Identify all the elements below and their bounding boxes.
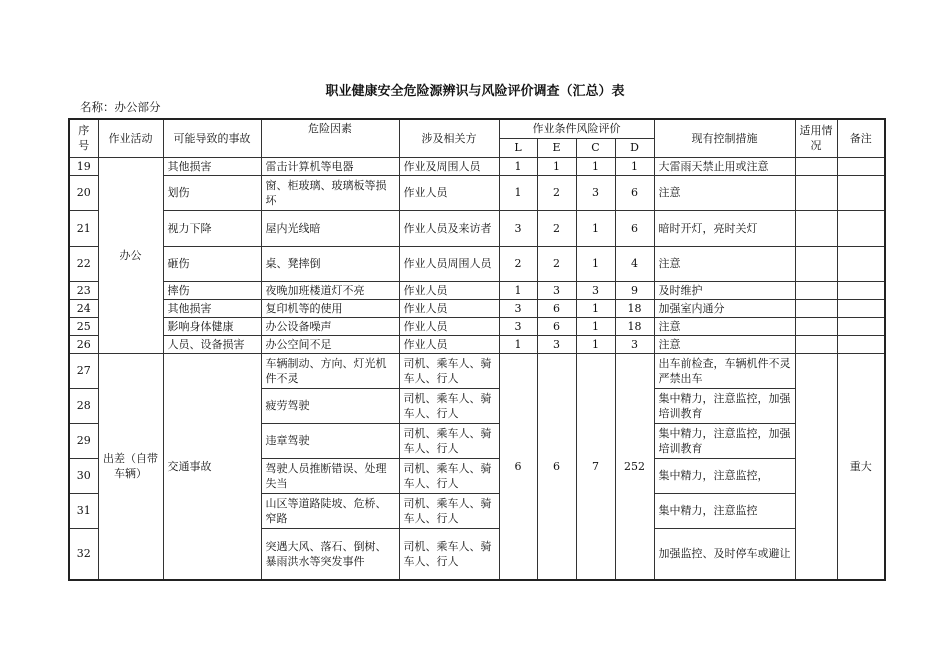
row-no: 31: [69, 493, 98, 528]
row-control: 集中精力，注意监控: [654, 493, 795, 528]
header-hazard: 危险因素: [261, 119, 399, 157]
row-parties: 作业人员: [399, 299, 499, 317]
row-no: 28: [69, 388, 98, 423]
row-hazard: 夜晚加班楼道灯不亮: [261, 281, 399, 299]
row-remark: [837, 299, 885, 317]
row-L: 1: [499, 281, 537, 299]
row-accident: 划伤: [163, 175, 261, 210]
row-remark: [837, 175, 885, 210]
row-D: 6: [615, 175, 654, 210]
row-applicable: [795, 210, 837, 246]
row-control: 集中精力，注意监控，加强培训教育: [654, 423, 795, 458]
row-no: 20: [69, 175, 98, 210]
row-E: 6: [537, 299, 576, 317]
row-no: 27: [69, 353, 98, 388]
header-control: 现有控制措施: [654, 119, 795, 157]
row-L: 1: [499, 335, 537, 353]
row-no: 19: [69, 157, 98, 175]
accident-traffic: 交通事故: [163, 353, 261, 580]
row-D: 18: [615, 299, 654, 317]
travel-C: 7: [576, 353, 615, 580]
row-no: 22: [69, 246, 98, 281]
table-row: [69, 175, 885, 210]
row-parties: 作业人员: [399, 335, 499, 353]
row-remark: [837, 317, 885, 335]
row-hazard: 违章驾驶: [261, 423, 399, 458]
row-E: 3: [537, 281, 576, 299]
row-control: 大雷雨天禁止用或注意: [654, 157, 795, 175]
row-parties: 司机、乘车人、骑车人、行人: [399, 528, 499, 580]
row-control: 出车前检查，车辆机件不灵严禁出车: [654, 353, 795, 388]
row-accident: 其他损害: [163, 299, 261, 317]
row-hazard: 驾驶人员推断错误、处理失当: [261, 458, 399, 493]
row-E: 6: [537, 317, 576, 335]
row-control: 注意: [654, 317, 795, 335]
row-parties: 司机、乘车人、骑车人、行人: [399, 388, 499, 423]
row-applicable: [795, 175, 837, 210]
row-parties: 司机、乘车人、骑车人、行人: [399, 423, 499, 458]
row-L: 3: [499, 317, 537, 335]
row-L: 3: [499, 299, 537, 317]
row-C: 1: [576, 335, 615, 353]
row-control: 加强监控、及时停车或避让: [654, 528, 795, 580]
row-hazard: 办公空间不足: [261, 335, 399, 353]
travel-remark: 重大: [837, 353, 885, 580]
row-remark: [837, 281, 885, 299]
row-C: 1: [576, 246, 615, 281]
row-D: 1: [615, 157, 654, 175]
table-row: [69, 317, 885, 335]
activity-travel: 出差（自带车辆）: [98, 353, 163, 580]
table-row: [69, 210, 885, 246]
activity-office: 办公: [98, 157, 163, 353]
row-control: 集中精力，注意监控，: [654, 458, 795, 493]
row-control: 集中精力，注意监控，加强培训教育: [654, 388, 795, 423]
row-parties: 司机、乘车人、骑车人、行人: [399, 493, 499, 528]
row-accident: 影响身体健康: [163, 317, 261, 335]
row-hazard: 车辆制动、方向、灯光机件不灵: [261, 353, 399, 388]
header-parties: 涉及相关方: [399, 119, 499, 157]
table-row: [69, 281, 885, 299]
row-applicable: [795, 299, 837, 317]
row-remark: [837, 210, 885, 246]
row-hazard: 窗、柜玻璃、玻璃板等损坏: [261, 175, 399, 210]
row-hazard: 桌、凳摔倒: [261, 246, 399, 281]
row-hazard: 办公设备噪声: [261, 317, 399, 335]
row-applicable: [795, 281, 837, 299]
row-no: 25: [69, 317, 98, 335]
header-C: C: [576, 138, 615, 157]
table-row: [69, 299, 885, 317]
row-parties: 作业人员: [399, 281, 499, 299]
header-seq: 序号: [69, 119, 98, 157]
table-row: [69, 335, 885, 353]
name-label: 名称：办公部分: [80, 100, 161, 114]
row-control: 注意: [654, 175, 795, 210]
row-L: 3: [499, 210, 537, 246]
travel-applicable: [795, 353, 837, 580]
row-parties: 作业人员周围人员: [399, 246, 499, 281]
travel-E: 6: [537, 353, 576, 580]
row-E: 2: [537, 246, 576, 281]
row-L: 1: [499, 157, 537, 175]
risk-table: [68, 118, 886, 581]
row-remark: [837, 335, 885, 353]
header-E: E: [537, 138, 576, 157]
row-no: 24: [69, 299, 98, 317]
row-parties: 司机、乘车人、骑车人、行人: [399, 458, 499, 493]
row-accident: 摔伤: [163, 281, 261, 299]
row-E: 1: [537, 157, 576, 175]
row-accident: 其他损害: [163, 157, 261, 175]
row-C: 1: [576, 210, 615, 246]
row-hazard: 复印机等的使用: [261, 299, 399, 317]
row-no: 21: [69, 210, 98, 246]
row-no: 30: [69, 458, 98, 493]
row-no: 23: [69, 281, 98, 299]
row-parties: 作业人员: [399, 317, 499, 335]
row-remark: [837, 246, 885, 281]
row-L: 2: [499, 246, 537, 281]
row-accident: 视力下降: [163, 210, 261, 246]
row-control: 注意: [654, 246, 795, 281]
row-parties: 作业及周围人员: [399, 157, 499, 175]
row-E: 3: [537, 335, 576, 353]
row-parties: 作业人员及来访者: [399, 210, 499, 246]
row-accident: 砸伤: [163, 246, 261, 281]
table-row: [69, 157, 885, 175]
row-hazard: 屋内光线暗: [261, 210, 399, 246]
row-applicable: [795, 157, 837, 175]
row-no: 29: [69, 423, 98, 458]
row-control: 及时维护: [654, 281, 795, 299]
row-parties: 作业人员: [399, 175, 499, 210]
row-no: 32: [69, 528, 98, 580]
header-D: D: [615, 138, 654, 157]
row-E: 2: [537, 210, 576, 246]
row-hazard: 雷击计算机等电器: [261, 157, 399, 175]
table-row: [69, 353, 885, 388]
row-C: 1: [576, 317, 615, 335]
row-accident: 人员、设备损害: [163, 335, 261, 353]
row-C: 1: [576, 299, 615, 317]
table-row: [69, 246, 885, 281]
row-hazard: 山区等道路陡坡、危桥、窄路: [261, 493, 399, 528]
row-L: 1: [499, 175, 537, 210]
row-parties: 司机、乘车人、骑车人、行人: [399, 353, 499, 388]
header-activity: 作业活动: [98, 119, 163, 157]
row-E: 2: [537, 175, 576, 210]
row-hazard: 突遇大风、落石、倒树、暴雨洪水等突发事件: [261, 528, 399, 580]
row-D: 4: [615, 246, 654, 281]
row-C: 1: [576, 157, 615, 175]
header-risk-group: 作业条件风险评价: [499, 119, 654, 138]
row-no: 26: [69, 335, 98, 353]
row-applicable: [795, 335, 837, 353]
page-title: 职业健康安全危险源辨识与风险评价调查（汇总）表: [325, 84, 625, 99]
header-applicable: 适用情况: [795, 119, 837, 157]
row-C: 3: [576, 175, 615, 210]
row-D: 3: [615, 335, 654, 353]
header-L: L: [499, 138, 537, 157]
row-D: 9: [615, 281, 654, 299]
row-applicable: [795, 317, 837, 335]
travel-L: 6: [499, 353, 537, 580]
row-control: 暗时开灯，亮时关灯: [654, 210, 795, 246]
row-control: 加强室内通分: [654, 299, 795, 317]
row-remark: [837, 157, 885, 175]
row-applicable: [795, 246, 837, 281]
row-hazard: 疲劳驾驶: [261, 388, 399, 423]
header-remark: 备注: [837, 119, 885, 157]
row-D: 18: [615, 317, 654, 335]
header-accident: 可能导致的事故: [163, 119, 261, 157]
row-control: 注意: [654, 335, 795, 353]
row-D: 6: [615, 210, 654, 246]
travel-D: 252: [615, 353, 654, 580]
row-C: 3: [576, 281, 615, 299]
